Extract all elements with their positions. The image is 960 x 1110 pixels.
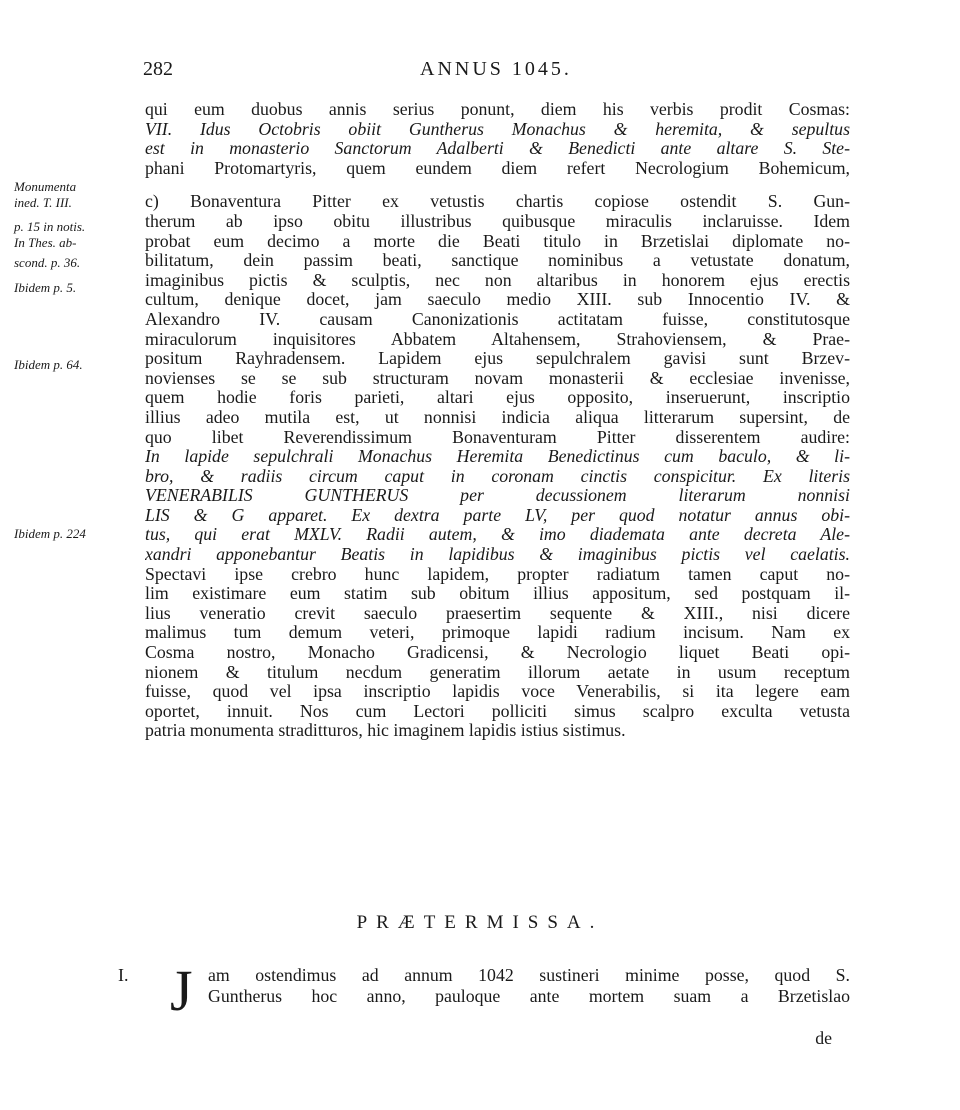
- text-line: Spectavi ipse crebro hunc lapidem, propter radiatum tamen caput no-: [145, 564, 850, 584]
- text-line: bilitatum, dein passim beati, sanctique nominibus a vetustate donatum,: [145, 251, 850, 271]
- text-line: c) Bonaventura Pitter ex vetustis chartis copiose ostendit S. Gun-: [145, 192, 850, 212]
- margin-note: ined. T. III.: [14, 195, 72, 210]
- page-header: [0, 58, 960, 90]
- text-line: novienses se se sub structuram novam monasterii & ecclesiae invenisse,: [145, 368, 850, 388]
- text-line: positum Rayhradensem. Lapidem ejus sepulchralem gavisi sunt Brzev-: [145, 349, 850, 369]
- text-line: VII. Idus Octobris obiit Guntherus Monachus & heremita, & sepultus: [145, 119, 850, 139]
- section-title: PRÆTERMISSA.: [356, 912, 604, 933]
- text-line: lim existimare eum statim sub obitum illius appositum, sed postquam il-: [145, 584, 850, 604]
- margin-note: In Thes. ab-: [14, 235, 77, 250]
- text-line: am ostendimus ad annum 1042 sustineri minime posse, quod S.: [208, 965, 850, 985]
- text-line: qui eum duobus annis serius ponunt, diem his verbis prodit Cosmas:: [145, 100, 850, 119]
- item-text: [208, 965, 850, 1007]
- drop-cap: J: [170, 958, 193, 1023]
- text-line: therum ab ipso obitu illustribus quibusque miraculis inclaruisse. Idem: [145, 211, 850, 231]
- text-line: VENERABILIS GUNTHERUS per decussionem literarum nonnisi: [145, 486, 850, 506]
- text-line: est in monasterio Sanctorum Adalberti & Benedicti ante altare S. Ste-: [145, 139, 850, 159]
- text-line: xandri apponebantur Beatis in lapidibus & imaginibus pictis vel caelatis.: [145, 545, 850, 565]
- catchword: de: [815, 1028, 832, 1048]
- text-line: imaginibus pictis & sculptis, nec non altaribus in honorem ejus erectis: [145, 270, 850, 290]
- main-text: [145, 100, 850, 741]
- text-line: Cosma nostro, Monacho Gradicensi, & Necrologio liquet Beati opi-: [145, 643, 850, 663]
- text-line: nionem & titulum necdum generatim illorum aetate in usum receptum: [145, 662, 850, 682]
- margin-note: Ibidem p. 5.: [14, 280, 77, 295]
- text-line: patria monumenta straditturos, hic imaginem lapidis istius sistimus.: [145, 721, 626, 741]
- item-number: I.: [118, 965, 129, 985]
- text-line: LIS & G apparet. Ex dextra parte LV, per quod notatur annus obi-: [145, 505, 850, 525]
- text-line: In lapide sepulchrali Monachus Heremita Benedictinus cum baculo, & li-: [145, 447, 850, 467]
- running-head: ANNUS 1045.: [420, 58, 572, 80]
- text-line: tus, qui erat MXLV. Radii autem, & imo diademata ante decreta Ale-: [145, 525, 850, 545]
- text-line: quo libet Reverendissimum Bonaventuram Pitter disserentem audire:: [145, 427, 850, 447]
- text-line: Guntherus hoc anno, pauloque ante mortem suam a Brzetislao: [208, 986, 850, 1006]
- page-number: 282: [143, 58, 173, 80]
- margin-note: Monumenta: [14, 179, 77, 194]
- text-line: phani Protomartyris, quem eundem diem refert Necrologium Bohemicum,: [145, 158, 850, 178]
- margin-note: Ibidem p. 224: [14, 526, 86, 541]
- text-line: bro, & radiis circum caput in coronam cinctis conspicitur. Ex literis: [145, 466, 850, 486]
- text-line: fuisse, quod vel ipsa inscriptio lapidis voce Venerabilis, si ita legere eam: [145, 682, 850, 702]
- text-line: cultum, denique docet, jam saeculo medio XIII. sub Innocentio IV. &: [145, 290, 850, 310]
- margin-note: Ibidem p. 64.: [14, 357, 83, 372]
- margin-note: p. 15 in notis.: [14, 219, 86, 234]
- text-line: illius adeo mutila est, ut nonnisi indicia aliqua litterarum supersint, de: [145, 407, 850, 427]
- margin-note: scond. p. 36.: [14, 255, 81, 270]
- text-line: miraculorum inquisitores Abbatem Altahensem, Strahoviensem, & Prae-: [145, 329, 850, 349]
- text-line: lius veneratio crevit saeculo praesertim sequente & XIII., nisi dicere: [145, 603, 850, 623]
- text-line: oportet, innuit. Nos cum Lectori polliciti simus scalpro exculta vetusta: [145, 701, 850, 721]
- text-line: malimus tum demum veteri, primoque lapidi radium incisum. Nam ex: [145, 623, 850, 643]
- text-line: probat eum decimo a morte die Beati titulo in Brzetislai diplomate no-: [145, 231, 850, 251]
- text-line: Alexandro IV. causam Canonizationis actitatam fuisse, constitutosque: [145, 309, 850, 329]
- text-line: quem hodie foris parieti, altari ejus opposito, inseruerunt, inscriptio: [145, 388, 850, 408]
